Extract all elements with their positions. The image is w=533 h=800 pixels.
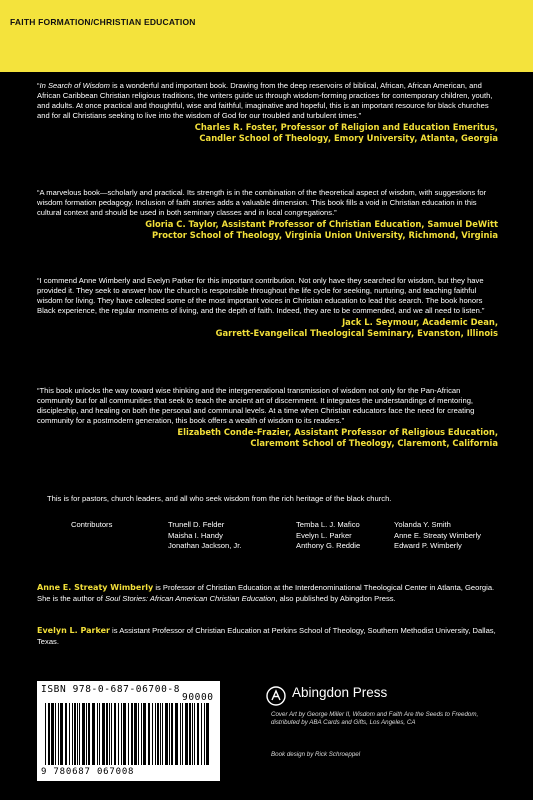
blurb-attribution: Jack L. Seymour, Academic Dean, Garrett-Evangelical Theological Seminary, Evanston, Illinois [215,317,498,338]
barcode-bar [77,703,78,765]
barcode-bar [69,703,70,765]
barcode-bar [45,703,46,765]
barcode-bar [134,703,137,765]
contributor-name: Anthony G. Reddie [296,541,361,551]
barcode-bar [206,703,209,765]
cover-art-credit: Cover Art by George Miller II, Wisdom and Faith Are the Seeds to Freedom, distributed by ABA Cards and Gifts, Los Angeles, CA [271,711,479,727]
barcode-bar [192,703,193,765]
blurb-attribution: Charles R. Foster, Professor of Religion and Education Emeritus, Candler School of Theology, Emory University, Atlanta, Georgia [194,122,498,143]
barcode-bar [194,703,195,765]
barcode-bar [182,703,183,765]
barcode-bar [86,703,87,765]
barcode-bar [72,703,73,765]
isbn-label: ISBN 978-0-687-06700-8 [41,684,181,695]
barcode-bar [152,703,153,765]
contributor-name: Yolanda Y. Smith [394,520,451,529]
barcode-bar [185,703,188,765]
bio-parker: Evelyn L. Parker is Assistant Professor of Christian Education at Perkins School of Theology, Southern Methodist University, Dallas, Texas. [37,626,496,646]
barcode-bar [131,703,133,765]
barcode-bar [97,703,98,765]
barcode-bar [162,703,163,765]
barcode-bar [74,703,76,765]
barcode-bar [111,703,112,765]
book-design-credit: Book design by Rick Schroeppel [271,751,361,758]
blurb-quote: “In Search of Wisdom is a wonderful and important book. Drawing from the deep reservoirs of biblical, African, African American, and African Caribbean Christian religious traditions, the writers guide us through wisdom-forming practices for contemporary children, youth, and adults. At once practical and thoughtful, wise and faithful, imaginative and hopeful, this is an important resource for black churches and for all Christians seeking to live into the wisdom of God for our troubled and turbulent times.” [37,81,493,120]
author-name: Anne E. Streaty Wimberly [37,583,154,592]
barcode-bar [114,703,116,765]
blurb-seymour [37,276,498,338]
blurb-quote: “This book unlocks the way toward wise thinking and the intergenerational transmission of wisdom not only for the Pan-African community but for all communities that seek to teach the ancient art of discernment. It integrates the understandings of mentoring, discipleship, and healing on both the personal and communal levels. At a time when Christian educators face the need for creating community for a postmodern generation, this book offers a wealth of wisdom to its readers.” [37,386,475,425]
book-title: Soul Stories: African American Christian Education [104,593,276,603]
category-label: FAITH FORMATION/CHRISTIAN EDUCATION [10,17,196,27]
barcode-bar [123,703,126,765]
bio-wimberly: Anne E. Streaty Wimberly is Professor of Christian Education at the Interdenominational Theological Center in Atlanta, Georgia. She is the author of Soul Stories: African American Christian Education, also published by Abingdon Press. [37,583,495,603]
barcode-panel [37,681,220,781]
contributor-name: Edward P. Wimberly [394,541,462,551]
contributor-name: Maisha I. Handy [168,530,223,540]
blurb-foster [37,81,498,143]
audience-summary: This is for pastors, church leaders, and all who seek wisdom from the rich heritage of the black church. [47,494,392,503]
contributors-column-1 [168,520,241,552]
barcode-bar [157,703,159,765]
barcode-bar [58,703,59,765]
barcode-bar [180,703,181,765]
blurb-conde-frazier [37,386,498,448]
author-name: Evelyn L. Parker [37,626,110,635]
barcode-bar [204,703,205,765]
barcode-bar [155,703,156,765]
barcode-bar [148,703,150,765]
barcode-bar [109,703,110,765]
contributor-name: Jonathan Jackson, Jr. [168,541,242,551]
category-band [0,0,533,72]
blurb-taylor [37,188,498,240]
barcode-bar [169,703,170,765]
barcode-bar [65,703,67,765]
barcode-bar [106,703,108,765]
barcode-bar [141,703,142,765]
contributor-name: Temba L. J. Mafico [296,520,360,529]
barcode-bar [160,703,161,765]
barcode-bar [165,703,168,765]
barcode-bar [118,703,119,765]
barcode-bars [43,703,215,767]
barcode-bar [128,703,129,765]
barcode-bar [201,703,202,765]
price-code: 90000 [182,692,214,703]
barcode-bar [197,703,199,765]
barcode-bar [143,703,146,765]
contributor-name: Anne E. Streaty Wimberly [394,530,481,540]
barcode-bar [88,703,90,765]
barcode-bar [121,703,122,765]
barcode-bar [92,703,95,765]
barcode-bar [189,703,191,765]
contributors-column-2 [296,520,360,552]
contributors-column-3 [394,520,481,552]
publisher-name: Abingdon Press [292,685,388,700]
contributor-name: Trunell D. Felder [168,520,225,529]
barcode-bar [138,703,139,765]
barcode-number: 9 780687 067008 [41,767,135,777]
barcode-bar [48,703,50,765]
blurb-quote: “A marvelous book—scholarly and practical. Its strength is in the combination of the theoretical aspect of wisdom, with suggestions for wisdom formation pedagogy. Inclusion of faith stories adds a valuable dimension. This book fills a void in Christian education in this cultural context and should be used in both seminary classes and in local congregations.” [37,188,487,217]
barcode-bar [171,703,173,765]
barcode-bar [79,703,80,765]
contributors-label: Contributors [71,520,113,529]
barcode-bar [102,703,105,765]
art-title: Wisdom and Faith Are the Seeds to Freedom [352,711,477,718]
barcode-bar [82,703,85,765]
barcode-bar [175,703,178,765]
blurb-quote: “I commend Anne Wimberly and Evelyn Parker for this important contribution. Not only have they searched for wisdom, but they have provided it. They seek to answer how the church is responsible throughout the life cycle for seeking, nurturing, and teaching faithful wisdom for living. They have collected some of the most important voices in Christian education to lead this search. The book honors Black experience, the regular moments of living, and the depth of faith. Indeed, they are to be commended, and we all need to listen.” [37,276,485,315]
contributor-name: Evelyn L. Parker [296,530,352,540]
book-title: In Search of Wisdom [39,81,110,90]
blurb-attribution: Gloria C. Taylor, Assistant Professor of Christian Education, Samuel DeWitt Proctor School of Theology, Virginia Union University, Richmond, Virginia [145,219,498,240]
barcode-bar [60,703,63,765]
barcode-bar [55,703,56,765]
abingdon-press-logo-icon [266,686,286,706]
barcode-bar [99,703,100,765]
blurb-attribution: Elizabeth Conde-Frazier, Assistant Professor of Religious Education, Claremont School of Theology, Claremont, California [177,427,498,448]
barcode-bar [51,703,54,765]
